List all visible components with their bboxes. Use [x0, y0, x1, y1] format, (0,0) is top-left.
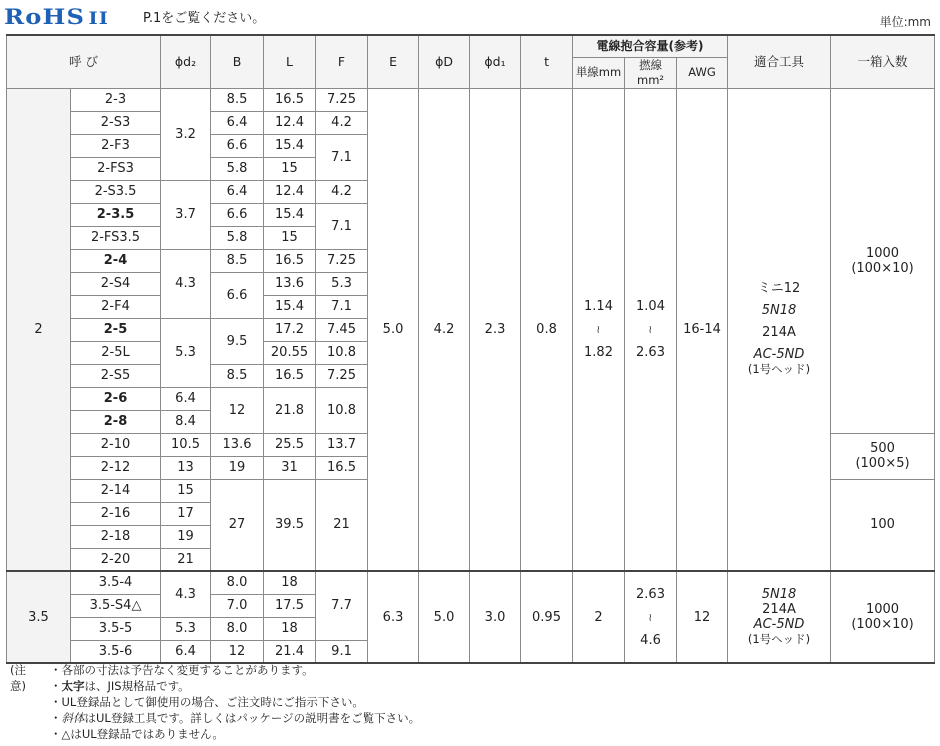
box-qty-35: 1000 (100×10) [831, 571, 935, 663]
table-row: 2-S3 6.4 12.4 4.2 [7, 111, 935, 134]
col-phi-d1: ϕd₁ [470, 35, 521, 88]
table-row: 2-F4 15.4 7.1 [7, 295, 935, 318]
table-row: 2-20 21 [7, 548, 935, 571]
tool-list-35: 5N18 214A AC-5ND (1号ヘッド) [728, 571, 831, 663]
col-phi-D: ϕD [419, 35, 470, 88]
table-row: 2-8 8.4 [7, 410, 935, 433]
single-range: 1.14 ~ 1.82 [573, 88, 625, 571]
table-row: 2-3.5 6.6 15.4 7.1 [7, 203, 935, 226]
table-row: 2-10 10.5 13.6 25.5 13.7 500 (100×5) [7, 433, 935, 456]
note-3: ・UL登録品として御使用の場合、ご注文時にご指示下さい。 [50, 695, 364, 709]
note-4: ・斜体はUL登録工具です。詳しくはパッケージの説明書をご覧下さい。 [50, 711, 421, 725]
col-capacity: 電線抱合容量(参考) [573, 35, 728, 57]
size-2: 2 [7, 88, 71, 571]
box-qty-b: 500 (100×5) [831, 433, 935, 479]
table-row: 3.5 3.5-4 4.3 8.0 18 7.7 6.3 5.0 3.0 0.95 2 2.63 ~ 4.6 12 5N18 214A AC-5ND (1号ヘッド) 1000 (100×10) [7, 571, 935, 594]
col-awg: AWG [677, 57, 728, 88]
table-row: 3.5-6 6.4 12 21.4 9.1 [7, 640, 935, 663]
table-row: 2-12 13 19 31 16.5 [7, 456, 935, 479]
table-row: 2-5L 20.55 10.8 [7, 341, 935, 364]
col-box: 一箱入数 [831, 35, 935, 88]
note-5: ・△はUL登録品ではありません。 [50, 727, 224, 741]
table-row: 2-FS3.5 5.8 15 [7, 226, 935, 249]
spec-table [6, 34, 935, 664]
col-yobi: 呼 び [7, 35, 161, 88]
table-row: 2-4 4.3 8.5 16.5 7.25 [7, 249, 935, 272]
col-stranded: 撚線mm² [625, 57, 677, 88]
col-e: E [368, 35, 419, 88]
col-tool: 適合工具 [728, 35, 831, 88]
col-t: t [521, 35, 573, 88]
unit-label: 単位:mm [879, 15, 931, 29]
box-qty-a: 1000 (100×10) [831, 88, 935, 433]
table-row: 2-F3 6.6 15.4 7.1 [7, 134, 935, 157]
box-qty-c: 100 [831, 479, 935, 571]
page-reference: P.1をご覧ください。 [143, 11, 266, 26]
size-3-5: 3.5 [7, 571, 71, 663]
col-single: 単線mm [573, 57, 625, 88]
stranded-range: 1.04 ~ 2.63 [625, 88, 677, 571]
col-phi-d2: ϕd₂ [161, 35, 211, 88]
col-b: B [211, 35, 264, 88]
table-row: 2 2-3 3.2 8.5 16.5 7.25 5.0 4.2 2.3 0.8 1.14 ~ 1.82 1.04 ~ 2.63 16-14 ミニ12 5N18 214A AC-5ND (1号ヘッド) 1000 (100×10) [7, 88, 935, 111]
table-row: 2-18 19 [7, 525, 935, 548]
page-header [0, 0, 940, 34]
table-row: 2-6 6.4 12 21.8 10.8 [7, 387, 935, 410]
table-row: 2-14 15 27 39.5 21 100 [7, 479, 935, 502]
stranded-range-35: 2.63 ~ 4.6 [625, 571, 677, 663]
note-1: ・各部の寸法は予告なく変更することがあります。 [50, 663, 314, 677]
col-l: L [264, 35, 316, 88]
tool-list: ミニ12 5N18 214A AC-5ND (1号ヘッド) [728, 88, 831, 571]
table-row: 3.5-S4△ 7.0 17.5 [7, 594, 935, 617]
table-row: 2-S3.5 3.7 6.4 12.4 4.2 [7, 180, 935, 203]
table-row: 2-S4 6.6 13.6 5.3 [7, 272, 935, 295]
table-row: 2-FS3 5.8 15 [7, 157, 935, 180]
rohs-logo: RoHS II [4, 4, 110, 29]
table-row: 2-16 17 [7, 502, 935, 525]
col-f: F [316, 35, 368, 88]
notes-label: (注意) [10, 663, 26, 693]
table-row: 3.5-5 5.3 8.0 18 [7, 617, 935, 640]
note-2: ・太字は、JIS規格品です。 [50, 679, 190, 693]
table-row: 2-5 5.3 9.5 17.2 7.45 [7, 318, 935, 341]
table-row: 2-S5 8.5 16.5 7.25 [7, 364, 935, 387]
